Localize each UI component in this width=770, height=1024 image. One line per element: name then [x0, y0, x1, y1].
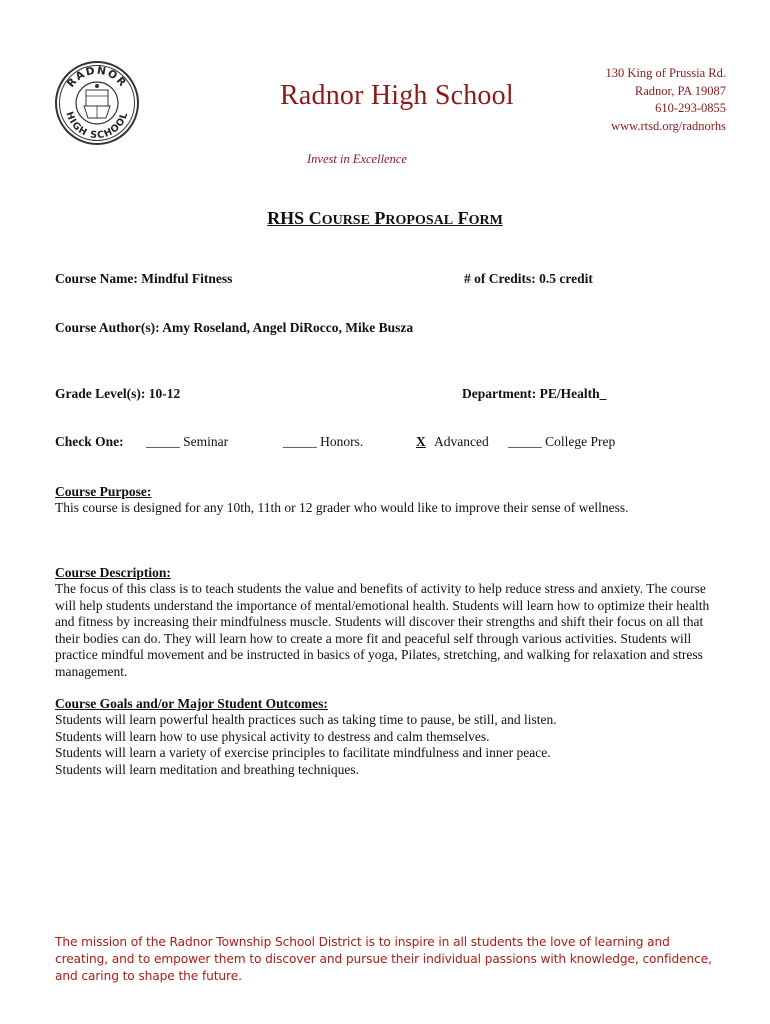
svg-text:RADNOR: RADNOR	[64, 64, 130, 90]
course-authors-field: Course Author(s): Amy Roseland, Angel DiRocco, Mike Busza	[55, 320, 414, 335]
course-purpose-section: Course Purpose: This course is designed for any 10th, 11th or 12 grader who would like to improve their sense of wellness.	[55, 484, 720, 517]
option-seminar: _____ Seminar	[146, 434, 229, 449]
school-address	[606, 65, 727, 135]
course-description-heading: Course Description	[55, 565, 167, 580]
course-description-text: The focus of this class is to teach students the value and benefits of activity to help reduce stress and anxiety. The course will help students understand the importance of mental/emotional health. Students will learn how to optimize their health and fitness by increasing their mindfulness muscle. Students will discover their strengths and shift their focus on all that their bodies can do. They will learn how to create a more fit and peaceful self through various activities. Students will practice mindful movement and be instructed in basics of yoga, Pilates, stretching, and walking for relaxation and stress management.	[55, 581, 710, 679]
school-motto: Invest in Excellence	[307, 152, 407, 166]
course-name-field: Course Name: Mindful Fitness	[55, 271, 233, 286]
school-name: Radnor High School	[280, 80, 514, 111]
course-description-section: Course Description: The focus of this class is to teach students the value and benefits of activity to help reduce stress and anxiety. The course will help students understand the importance of mental/emotional health. Students will learn how to optimize their health and fitness by increasing their mindfulness muscle. Students will discover their strengths and shift their focus on all that their bodies can do. They will learn how to create a more fit and peaceful self through various activities. Students will practice mindful movement and be instructed in basics of yoga, Pilates, stretching, and walking for relaxation and stress management.	[55, 565, 720, 680]
goal-item: Students will learn how to use physical activity to destress and calm themselves.	[55, 728, 490, 744]
goal-item: Students will learn a variety of exercise principles to facilitate mindfulness and inner peace.	[55, 745, 551, 760]
goal-item: Students will learn powerful health practices such as taking time to pause, be still, and listen.	[55, 712, 557, 727]
school-seal-logo	[54, 60, 140, 146]
svg-text:HIGH SCHOOL: HIGH SCHOOL	[63, 110, 131, 142]
course-purpose-text: This course is designed for any 10th, 11th or 12 grader who would like to improve their sense of wellness.	[55, 500, 629, 515]
form-title: RHS COURSE PROPOSAL FORM	[267, 208, 503, 228]
option-advanced-check-mark: X	[416, 434, 426, 449]
address-website: www.rtsd.org/radnorhs	[611, 118, 726, 133]
course-purpose-heading: Course Purpose	[55, 484, 147, 499]
option-honors: _____ Honors.	[283, 434, 364, 449]
option-advanced: Advanced	[434, 434, 489, 449]
credits-field: # of Credits: 0.5 credit	[464, 271, 593, 286]
address-street: 130 King of Prussia Rd.	[605, 66, 726, 80]
goal-item: Students will learn meditation and breathing techniques.	[55, 761, 360, 777]
check-one-label: Check One:	[55, 434, 124, 449]
course-goals-heading: Course Goals and/or Major Student Outcomes	[55, 696, 324, 711]
course-goals-section: Course Goals and/or Major Student Outcomes: Students will learn powerful health practices such as taking time to pause, be still, and listen. Students will learn how to use physical activity to destress and calm themselves. Students will learn a variety of exercise principles to facilitate mindfulness and inner peace. Students will learn meditation and breathing techniques.	[55, 696, 720, 778]
address-city: Radnor, PA 19087	[634, 83, 726, 98]
department-field: Department: PE/Health_	[462, 386, 607, 401]
district-mission-statement: The mission of the Radnor Township School District is to inspire in all students the love of learning and creating, and to empower them to discover and pursue their individual passions with knowledge, confidence, and caring to shape the future.	[55, 935, 712, 983]
grade-levels-field: Grade Level(s): 10-12	[55, 386, 181, 401]
address-phone: 610-293-0855	[655, 101, 726, 115]
option-college-prep: _____ College Prep	[508, 434, 616, 449]
